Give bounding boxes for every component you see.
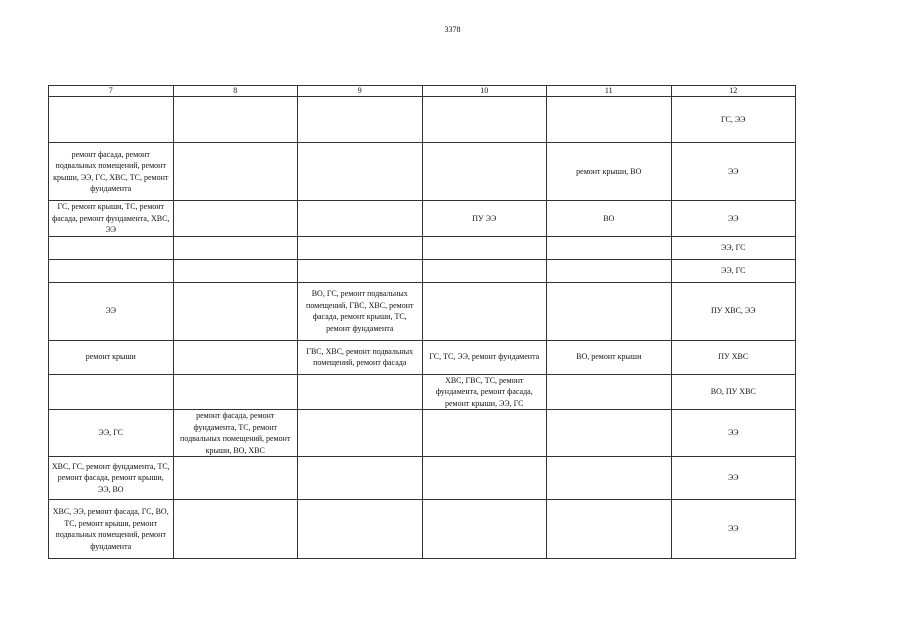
table-cell: ХВС, ЭЭ, ремонт фасада, ГС, ВО, ТС, ремонт крыши, ремонт подвальных помещений, ремонт фундамента — [49, 500, 174, 559]
table-row — [49, 340, 796, 374]
table-cell: ЭЭ — [671, 143, 796, 201]
column-header: 8 — [173, 86, 298, 97]
table-cell: ремонт фасада, ремонт фундамента, ТС, ремонт подвальных помещений, ремонт крыши, ВО, ХВС — [173, 410, 298, 457]
table-row — [49, 457, 796, 500]
table-cell — [49, 259, 174, 282]
table-cell — [547, 97, 672, 143]
table-cell — [422, 236, 547, 259]
header-row — [49, 86, 796, 97]
table-cell — [298, 201, 423, 237]
table-cell: ГС, ЭЭ — [671, 97, 796, 143]
table-cell — [298, 457, 423, 500]
table-cell — [422, 457, 547, 500]
table-cell: ВО, ПУ ХВС — [671, 374, 796, 410]
table-cell: ПУ ХВС — [671, 340, 796, 374]
table-cell — [422, 97, 547, 143]
table-cell — [298, 410, 423, 457]
table-cell — [173, 282, 298, 340]
table-cell — [298, 236, 423, 259]
table-cell — [173, 457, 298, 500]
table-cell — [173, 374, 298, 410]
column-header: 10 — [422, 86, 547, 97]
table-cell — [173, 259, 298, 282]
table-cell: ХВС, ГС, ремонт фундамента, ТС, ремонт фасада, ремонт крыши, ЭЭ, ВО — [49, 457, 174, 500]
table-cell: ЭЭ, ГС — [671, 259, 796, 282]
table-row — [49, 143, 796, 201]
table-cell — [173, 236, 298, 259]
table-cell: ГВС, ХВС, ремонт подвальных помещений, ремонт фасада — [298, 340, 423, 374]
table-row — [49, 97, 796, 143]
table-cell — [49, 236, 174, 259]
table-cell: ЭЭ — [671, 457, 796, 500]
table-cell — [422, 143, 547, 201]
column-header: 9 — [298, 86, 423, 97]
table-cell: ремонт крыши — [49, 340, 174, 374]
table-cell — [547, 282, 672, 340]
table-cell — [298, 259, 423, 282]
table-row — [49, 374, 796, 410]
table-cell — [173, 340, 298, 374]
table-cell — [298, 374, 423, 410]
table-cell — [298, 97, 423, 143]
table-cell: ЭЭ — [671, 500, 796, 559]
table-cell — [298, 500, 423, 559]
table-cell: ЭЭ — [49, 282, 174, 340]
table-row — [49, 259, 796, 282]
table-row — [49, 410, 796, 457]
table-body — [49, 97, 796, 559]
table-cell: ЭЭ — [671, 201, 796, 237]
page-number: 3378 — [444, 25, 461, 34]
table-header — [49, 86, 796, 97]
column-header: 11 — [547, 86, 672, 97]
table-cell: ремонт фасада, ремонт подвальных помещений, ремонт крыши, ЭЭ, ГС, ХВС, ТС, ремонт фундамента — [49, 143, 174, 201]
table-cell — [547, 410, 672, 457]
table-row — [49, 236, 796, 259]
table-cell: ЭЭ — [671, 410, 796, 457]
column-header: 12 — [671, 86, 796, 97]
table-cell — [547, 457, 672, 500]
table-cell — [173, 97, 298, 143]
table-cell — [173, 143, 298, 201]
table-cell — [49, 374, 174, 410]
works-table — [48, 85, 796, 559]
table-cell — [547, 374, 672, 410]
table-cell: ВО — [547, 201, 672, 237]
table-cell — [422, 500, 547, 559]
table-cell — [298, 143, 423, 201]
table-cell: ЭЭ, ГС — [671, 236, 796, 259]
table-cell: ГС, ТС, ЭЭ, ремонт фундамента — [422, 340, 547, 374]
table-cell: ХВС, ГВС, ТС, ремонт фундамента, ремонт фасада, ремонт крыши, ЭЭ, ГС — [422, 374, 547, 410]
table-row — [49, 500, 796, 559]
table-cell: ВО, ГС, ремонт подвальных помещений, ГВС, ХВС, ремонт фасада, ремонт крыши, ТС, ремонт фундамента — [298, 282, 423, 340]
table-cell — [422, 410, 547, 457]
table-cell — [547, 236, 672, 259]
column-header: 7 — [49, 86, 174, 97]
table-cell — [173, 201, 298, 237]
table-cell — [547, 500, 672, 559]
table-cell: ПУ ЭЭ — [422, 201, 547, 237]
table-row — [49, 282, 796, 340]
table-cell — [547, 259, 672, 282]
table-cell — [422, 282, 547, 340]
table-cell: ПУ ХВС, ЭЭ — [671, 282, 796, 340]
table-cell — [173, 500, 298, 559]
table-row — [49, 201, 796, 237]
table-cell — [49, 97, 174, 143]
table-cell: ремонт крыши, ВО — [547, 143, 672, 201]
table-cell: ЭЭ, ГС — [49, 410, 174, 457]
table-cell: ГС, ремонт крыши, ТС, ремонт фасада, ремонт фундамента, ХВС, ЭЭ — [49, 201, 174, 237]
table-cell — [422, 259, 547, 282]
table-cell: ВО, ремонт крыши — [547, 340, 672, 374]
